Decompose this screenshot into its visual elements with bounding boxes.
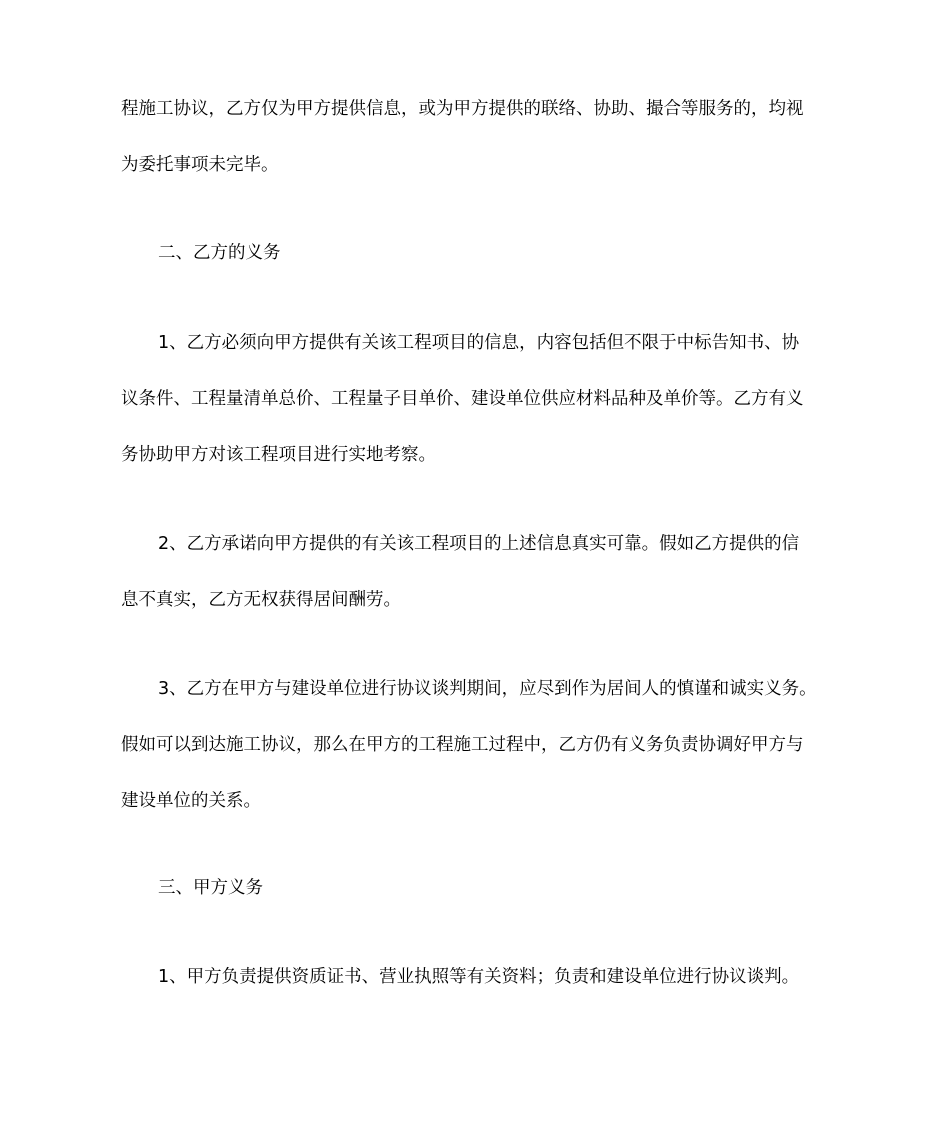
paragraph-line: 2、乙方承诺向甲方提供的有关该工程项目的上述信息真实可靠。假如乙方提供的信	[158, 534, 800, 554]
paragraph-line: 息不真实，乙方无权获得居间酬劳。	[121, 590, 401, 610]
section-heading: 三、甲方义务	[158, 878, 263, 898]
paragraph-line: 程施工协议，乙方仅为甲方提供信息，或为甲方提供的联络、协助、撮合等服务的，均视	[121, 99, 804, 119]
paragraph-line: 建设单位的关系。	[121, 791, 261, 811]
paragraph-line: 务协助甲方对该工程项目进行实地考察。	[121, 445, 436, 465]
paragraph-line: 假如可以到达施工协议，那么在甲方的工程施工过程中，乙方仍有义务负责协调好甲方与	[121, 735, 804, 755]
paragraph-line: 1、甲方负责提供资质证书、营业执照等有关资料；负责和建设单位进行协议谈判。	[158, 967, 800, 987]
paragraph-line: 议条件、工程量清单总价、工程量子目单价、建设单位供应材料品种及单价等。乙方有义	[121, 389, 804, 409]
paragraph-line: 为委托事项未完毕。	[121, 155, 279, 175]
paragraph-line: 1、乙方必须向甲方提供有关该工程项目的信息，内容包括但不限于中标告知书、协	[158, 333, 800, 353]
section-heading: 二、乙方的义务	[158, 243, 281, 263]
paragraph-line: 3、乙方在甲方与建设单位进行协议谈判期间，应尽到作为居间人的慎谨和诚实义务。	[158, 679, 817, 699]
